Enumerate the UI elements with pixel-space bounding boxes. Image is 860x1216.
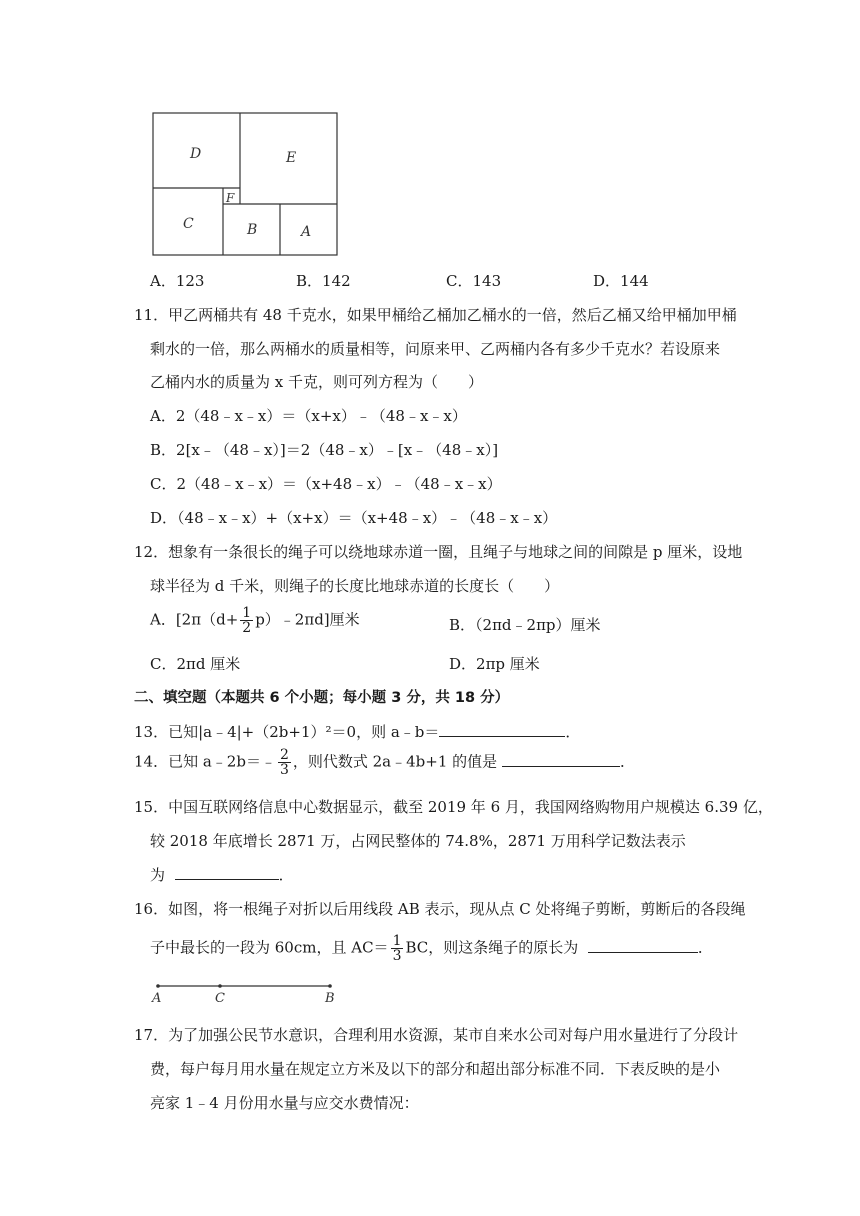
q12-option-a: A．[2π（d+ $\frac{1}{2}$ p）﹣2πd]厘米 [150,605,360,636]
q15-line2: 较 2018 年底增长 2871 万，占网民整体的 74.8%，2871 万用科学记数法表示 [150,832,686,850]
q15-line3: 为 ． [150,866,294,884]
q11-line1: 11．甲乙两桶共有 48 千克水，如果甲桶给乙桶加乙桶水的一倍，然后乙桶又给甲桶加甲桶 [134,306,737,324]
q11-line2: 剩水的一倍，那么两桶水的质量相等，问原来甲、乙两桶内各有多少千克水？若设原来 [150,340,721,358]
point-label-c: C [215,991,225,1006]
fraction: $\frac{1}{3}$ [392,933,402,964]
region-label-c: C [183,216,194,232]
q10-option-c: C．143 [446,272,502,290]
fraction: $\frac{2}{3}$ [279,747,289,778]
q11-line3: 乙桶内水的质量为 x 千克，则可列方程为（ ） [150,373,483,391]
segment-figure [150,980,350,1006]
q11-option-c: C．2（48﹣x﹣x）＝（x+48﹣x）﹣（48﹣x﹣x） [150,475,502,493]
answer-blank [439,722,565,737]
q12-option-d: D．2πp 厘米 [449,655,540,673]
q17-line1: 17．为了加强公民节水意识，合理利用水资源，某市自来水公司对每户用水量进行了分段计 [134,1026,739,1044]
answer-blank [588,938,698,953]
region-label-b: B [247,222,258,238]
q11-option-b: B．2[x﹣（48﹣x）]＝2（48﹣x）﹣[x﹣（48﹣x）] [150,441,499,459]
q11-option-d: D．（48﹣x﹣x）+（x+x）＝（x+48﹣x）﹣（48﹣x﹣x） [150,509,558,527]
q12-line1: 12．想象有一条很长的绳子可以绕地球赤道一圈，且绳子与地球之间的间隙是 p 厘米，设地 [134,543,743,561]
answer-blank [175,865,279,880]
q11-option-a: A．2（48﹣x﹣x）＝（x+x）﹣（48﹣x﹣x） [150,407,467,425]
region-label-a: A [301,224,312,240]
point-label-b: B [325,991,335,1006]
q14: 14．已知 a﹣2b＝﹣ $\frac{2}{3}$ ，则代数式 2a﹣4b+1 的值是 ． [134,747,635,778]
q12-option-c: C．2πd 厘米 [150,655,241,673]
q16-line2: 子中最长的一段为 60cm，且 AC＝ $\frac{1}{3}$ BC，则这条绳子的原长为 ． [150,933,713,964]
q13: 13．已知|a﹣4|+（2b+1）²＝0，则 a﹣b＝ ． [134,723,581,741]
q12-option-b: B．（2πd﹣2πp）厘米 [449,616,601,634]
region-label-f: F [226,191,235,205]
rectangle-figure [150,110,340,258]
q17-line3: 亮家 1﹣4 月份用水量与应交水费情况： [150,1094,419,1112]
q10-option-d: D．144 [593,272,649,290]
q17-line2: 费，每户每月用水量在规定立方米及以下的部分和超出部分标准不同．下表反映的是小 [150,1060,721,1078]
fraction: $\frac{1}{2}$ [242,605,252,636]
q10-option-b: B．142 [296,272,351,290]
section-heading: 二、填空题（本题共 6 个小题；每小题 3 分，共 18 分） [134,690,510,706]
region-label-e: E [286,150,297,166]
point-label-a: A [152,991,162,1006]
q10-option-a: A．123 [150,272,205,290]
q15-line1: 15．中国互联网络信息中心数据显示，截至 2019 年 6 月，我国网络购物用户规模达 6.39 亿， [134,798,773,816]
q16-line1: 16．如图，将一根绳子对折以后用线段 AB 表示，现从点 C 处将绳子剪断，剪断后的各段绳 [134,900,746,918]
q12-line2: 球半径为 d 千米，则绳子的长度比地球赤道的长度长（ ） [150,577,560,595]
region-label-d: D [190,146,202,162]
answer-blank [502,752,620,767]
